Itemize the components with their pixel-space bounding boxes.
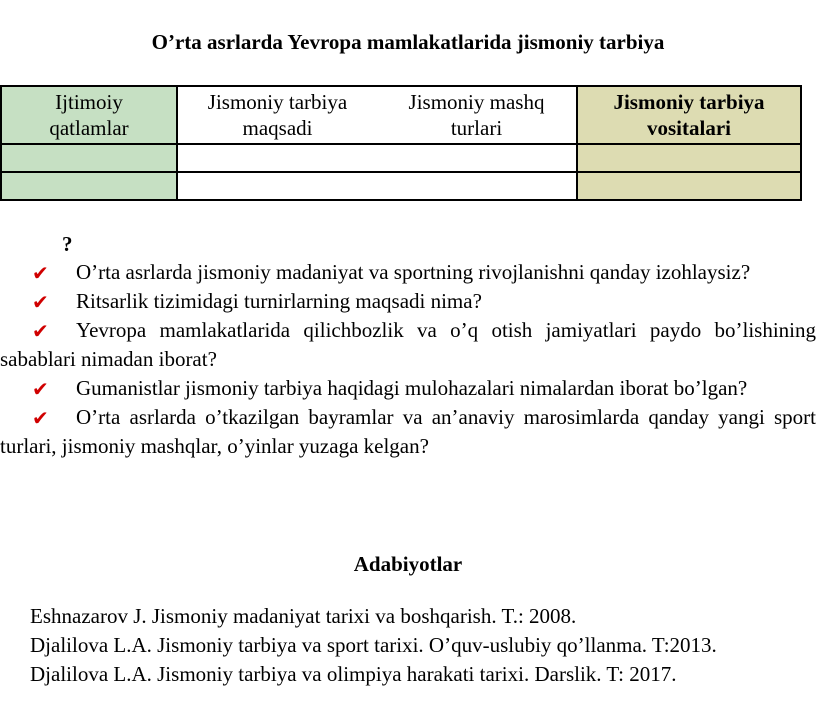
header-exercise-types — [377, 86, 577, 144]
check-mark-icon: ✔ — [32, 377, 49, 401]
table-cell[interactable] — [577, 172, 801, 200]
summary-table — [0, 85, 802, 201]
header-line: vositalari — [647, 116, 731, 140]
reference-item: Djalilova L.A. Jismoniy tarbiya va olimpiya harakati tarixi. Darslik. T: 2017. — [30, 662, 677, 686]
table-cell[interactable] — [1, 172, 177, 200]
question-text: Yevropa mamlakatlarida qilichbozlik va o’q otish jamiyatlari paydo bo’lishining sabablari nimadan iborat? — [0, 318, 816, 371]
table-cell[interactable] — [177, 144, 577, 172]
check-mark-icon: ✔ — [32, 406, 49, 430]
header-line: Jismoniy mashq — [408, 90, 545, 114]
question-text: O’rta asrlarda jismoniy madaniyat va sportning rivojlanishni qanday izohlaysiz? — [76, 260, 751, 284]
header-social-classes — [1, 86, 177, 144]
table-row — [1, 172, 801, 200]
list-item — [0, 403, 816, 461]
header-line: Jismoniy tarbiya — [207, 90, 348, 114]
list-item — [0, 374, 816, 403]
question-text: Ritsarlik tizimidagi turnirlarning maqsadi nima? — [76, 289, 482, 313]
header-line: qatlamlar — [49, 116, 129, 140]
check-mark-icon: ✔ — [32, 319, 49, 343]
header-purpose — [177, 86, 377, 144]
header-line: Jismoniy tarbiya — [613, 90, 765, 114]
list-item — [0, 287, 816, 316]
document-title: O’rta asrlarda Yevropa mamlakatlarida jismoniy tarbiya — [151, 30, 665, 54]
reference-item: Djalilova L.A. Jismoniy tarbiya va sport tarixi. O’quv-uslubiy qo’llanma. T:2013. — [30, 633, 717, 657]
list-item — [0, 316, 816, 374]
question-mark: ? — [62, 232, 73, 256]
question-text: O’rta asrlarda o’tkazilgan bayramlar va an’anaviy marosimlarda qanday yangi sport turlari, jismoniy mashqlar, o’yinlar yuzaga kelgan? — [0, 405, 816, 458]
table-header-row — [1, 86, 801, 144]
table-row — [1, 144, 801, 172]
table-cell[interactable] — [177, 172, 577, 200]
table-cell[interactable] — [577, 144, 801, 172]
header-means — [577, 86, 801, 144]
table-cell[interactable] — [1, 144, 177, 172]
header-line: turlari — [450, 116, 503, 140]
check-mark-icon: ✔ — [32, 290, 49, 314]
header-line: maqsadi — [242, 116, 313, 140]
reference-item: Eshnazarov J. Jismoniy madaniyat tarixi va boshqarish. T.: 2008. — [30, 604, 577, 628]
references-list — [30, 602, 816, 689]
list-item — [0, 258, 816, 287]
header-line: Ijtimoiy — [55, 90, 123, 114]
check-mark-icon: ✔ — [32, 261, 49, 285]
question-list — [0, 258, 816, 461]
references-heading: Adabiyotlar — [353, 552, 463, 576]
question-text: Gumanistlar jismoniy tarbiya haqidagi mulohazalari nimalardan iborat bo’lgan? — [76, 376, 748, 400]
